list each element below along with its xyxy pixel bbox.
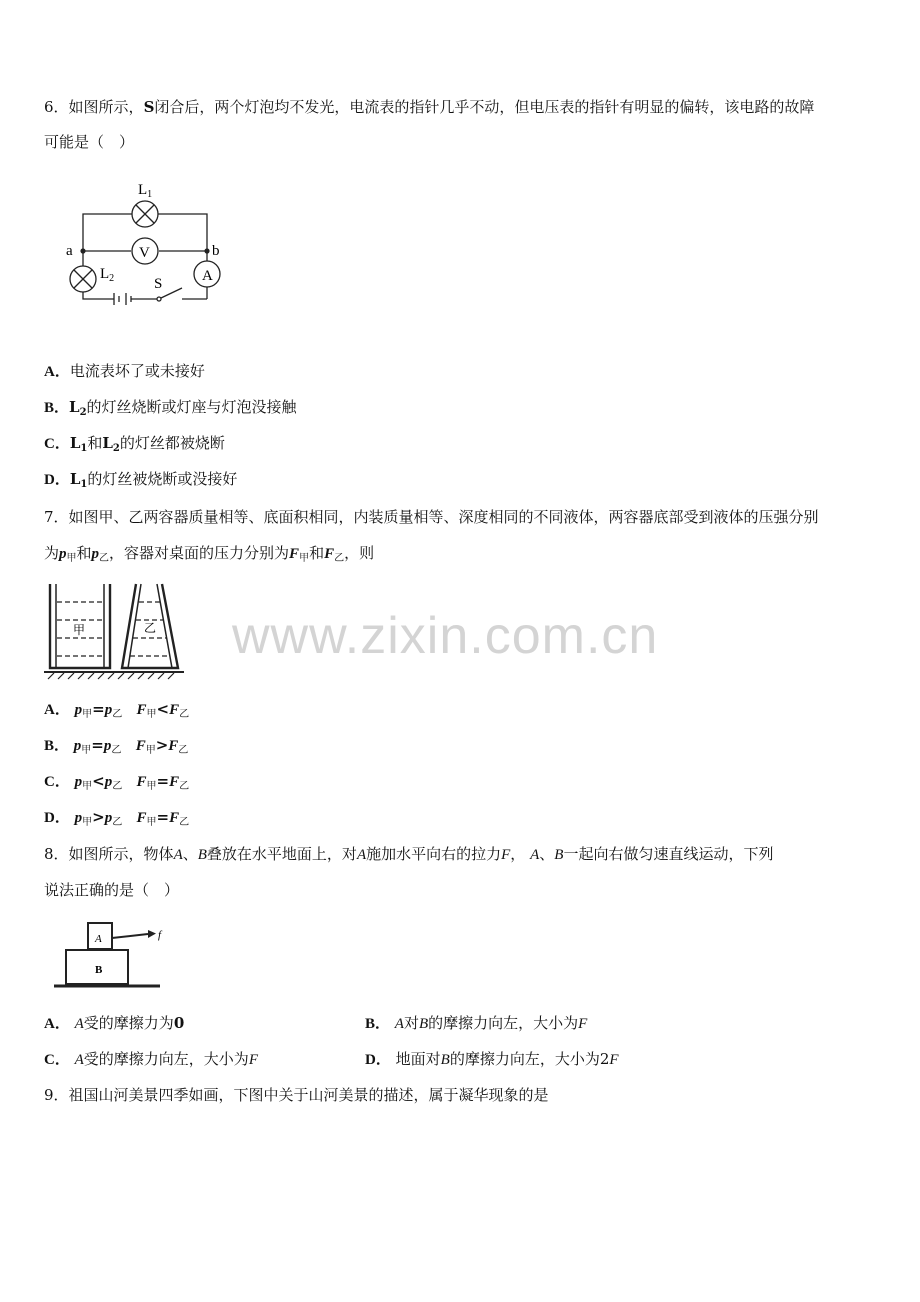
q7-option-a[interactable]: A． $p_甲=p_乙$ $F_甲<F_乙$ [44,700,190,720]
svg-text:S: S [154,276,163,292]
svg-text:f: f [158,929,162,941]
svg-text:V: V [139,245,150,261]
q7-option-b[interactable]: B． $p_甲=p_乙$ $F_甲>F_乙$ [44,736,189,756]
q6-stem-line1: 6．如图所示，S闭合后，两个灯泡均不发光，电流表的指针几乎不动，但电压表的指针有明显的偏转，该电路的故障 [44,98,815,116]
q7-stem-line2: 为$p_甲$和$p_乙$，容器对桌面的压力分别为$F_甲$和$F_乙$，则 [44,544,375,564]
q8-stem-line1: 8．如图所示，物体A、B叠放在水平地面上，对A施加水平向右的拉力F， A、B一起向右做匀速直线运动，下列 [44,845,774,863]
svg-text:b: b [212,243,220,259]
l1-label: $L_1$ [138,182,153,200]
q7-option-c[interactable]: C． $p_甲<p_乙$ $F_甲=F_乙$ [44,772,190,792]
svg-text:B: B [95,964,103,976]
q8-option-b[interactable]: B． A对B的摩擦力向左，大小为F [365,1014,588,1032]
svg-text:甲: 甲 [73,623,86,637]
q6-number: 6． [44,98,69,116]
q8-option-d[interactable]: D． 地面对B的摩擦力向左，大小为2F [365,1050,619,1068]
l2-label: $L_2$ [100,266,115,284]
q6-option-b[interactable]: B．$L_2$的灯丝烧断或灯座与灯泡没接触 [44,398,297,418]
q8-option-c[interactable]: C． A受的摩擦力向左，大小为F [44,1050,258,1068]
q6-option-a[interactable]: A．电流表坏了或未接好 [44,362,205,380]
q7-option-d[interactable]: D． $p_甲>p_乙$ $F_甲=F_乙$ [44,808,190,828]
q8-option-a[interactable]: A． A受的摩擦力为0 [44,1014,185,1032]
circuit-diagram [62,178,232,313]
q6-option-c[interactable]: C．$L_1$和$L_2$的灯丝都被烧断 [44,434,225,454]
q9-stem: 9．祖国山河美景四季如画，下图中关于山河美景的描述，属于凝华现象的是 [44,1086,549,1104]
svg-text:a: a [66,243,73,259]
watermark: www.zixin.com.cn [232,607,659,665]
blocks-figure [50,918,170,994]
svg-text:A: A [95,933,102,945]
q8-stem-line2: 说法正确的是（ ） [44,881,180,899]
q6-stem-line2: 可能是（ ） [44,133,135,151]
q6-option-d[interactable]: D．$L_1$的灯丝被烧断或没接好 [44,470,238,490]
q7-stem-line1: 7．如图甲、乙两容器质量相等、底面积相同，内装质量相等、深度相同的不同液体，两容器底部受到液体的压强分别 [44,508,819,526]
containers-figure [44,580,184,680]
svg-text:乙: 乙 [144,621,157,635]
svg-text:A: A [202,268,213,284]
